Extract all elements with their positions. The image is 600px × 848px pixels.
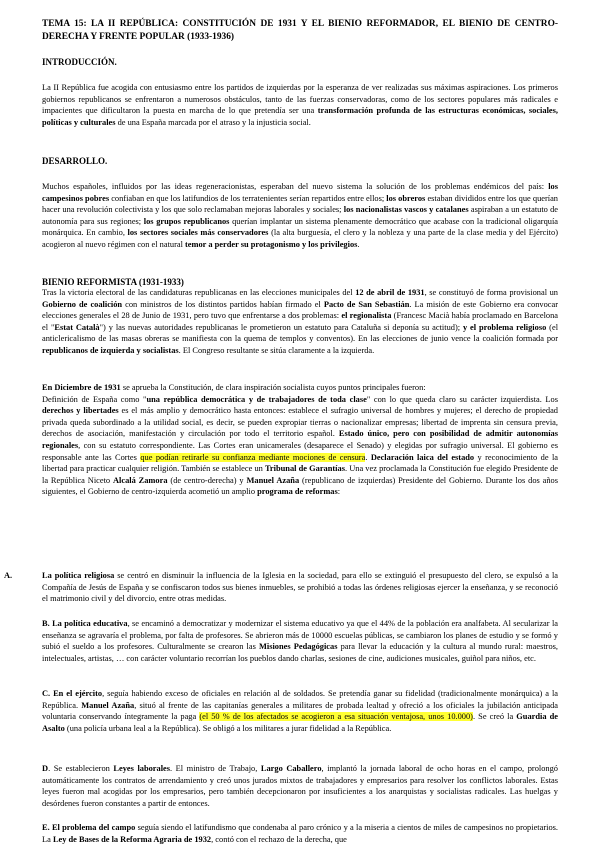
bold-text: D — [42, 764, 49, 773]
bold-text: los sectores sociales más conservadores — [127, 228, 269, 238]
bold-text: 12 de abril de 1931 — [355, 288, 425, 297]
bold-text: Manuel Azaña — [246, 475, 300, 485]
bold-text: Ley de Bases de la Reforma Agraria de 1932 — [52, 834, 212, 844]
constitucion-paragraph: En Diciembre de 1931 se aprueba la Constitución, de clara inspiración socialista cuyos puntos principales fueron: Definición de España como "una república democrática y de trabajadores de toda clase" con lo que queda claro su carácter izquierdista. Los derechos y libertades es el más amplio y democrático hasta entonces: establece el sufragio universal de hombres y mujeres; el derecho de propiedad privada queda subordinado a la utilidad social, es decir, se pueden expropiar tierras o nacionalizar empresas; libertad de imprenta sin censura previa, derechos de asociación, manifestación y circulación por todo el territorio español. Estado único, pero con posibilidad de admitir autonomías regionales, con su estatuto correspondiente. Las Cortes eran unicamerales (desaparece el Senado) y elegidas por sufragio universal. El gobierno es responsable ante las Cortes que podían retirarle su confianza mediante mociones de censura. Declaración laica del estado y reconocimiento de la libertad para practicar cualquier religión. También se establece un Tribunal de Garantías. Una vez proclamada la Constitución fue elegido Presidente de la República Niceto Alcalá Zamora (de centro-derecha) y Manuel Azaña (republicano de izquierdas) Presidente del Gobierno. Durante los dos años siguientes, el Gobierno de centro-izquierda acometió un amplio programa de reformas: — [42, 383, 559, 497]
highlighted-text: que podían retirarle su confianza mediante mociones de censura — [140, 452, 366, 462]
bold-text: programa de reformas — [257, 487, 338, 497]
highlighted-text: (el 50 % de los afectados se acogieron a esa situación ventajosa, unos 10.000) — [199, 712, 473, 722]
bold-text: La política educativa — [52, 619, 128, 628]
bold-text: Alcalá Zamora — [112, 475, 168, 485]
bold-text: derechos y libertades — [42, 406, 119, 416]
bold-text: Guardia de Asalto — [42, 712, 558, 733]
bold-text: C. En el ejército — [42, 689, 103, 698]
bold-text: Tribunal de Garantías — [264, 464, 345, 474]
bold-text: Misiones Pedagógicas — [258, 642, 338, 652]
document-title: TEMA 15: LA II REPÚBLICA: CONSTITUCIÓN DE 1931 Y EL BIENIO REFORMADOR, EL BIENIO DE CENTRO-DERECHA Y FRENTE POPULAR (1933-1936) — [42, 19, 558, 42]
bold-text: y el problema religioso — [462, 322, 547, 332]
bold-text: Pacto de San Sebastián — [323, 299, 410, 309]
item-a-paragraph: La política religiosa se centró en disminuir la influencia de la Iglesia en la sociedad, para ello se extinguió el presupuesto del clero, se expulsó a la Compañía de Jesús de España y se confiscaron todos sus bienes inmuebles, se prohibió a todas las órdenes religiosas ejercer la enseñanza, y se reconoció el matrimonio civil y del divorcio, entre otras medidas. — [42, 571, 558, 604]
bold-text: La política religiosa — [42, 571, 115, 580]
intro-heading: INTRODUCCIÓN. — [42, 57, 117, 67]
bold-text: los campesinos pobres — [42, 182, 558, 203]
item-b-paragraph: B. La política educativa, se encaminó a democratizar y modernizar el sistema educativo ya que el 44% de la población era analfabeta. Al secularizar la enseñanza se agravaría el problema, por falta de profesores. Se abrieron más de 10000 escuelas públicas, se cambiaron los planes de estudio y se formó y subió el sueldo a los profesores. Culturalmente se crearon las Misiones Pedagógicas para llevar la educación y la cultura al mundo rural: maestros, intelectuales, artistas, … con carácter voluntario recorrían los pueblos dando charlas, sesiones de cine, audiciones musicales, guiñol para niños, etc. — [42, 619, 559, 663]
bold-text: Largo Caballero — [260, 764, 322, 773]
bold-text: E. El problema del campo — [42, 823, 136, 832]
bold-text: Estat Català — [54, 322, 100, 332]
bold-text: En Diciembre de 1931 — [42, 383, 121, 392]
bold-text: Estado único, pero con posibilidad de admitir autonomías regionales — [42, 429, 558, 450]
item-d-paragraph: D. Se establecieron Leyes laborales. El ministro de Trabajo, Largo Caballero, implantó la jornada laboral de ocho horas en el campo, prolongó automáticamente los contratos de arrendamiento y creó unos jurados mixtos de trabajadores y empresarios para resolver los conflictos laborales. Estas leyes fueron mal acogidas por los empresarios, pero también decepcionaron por insuficientes a los anarquistas y socialistas radicales. Las huelgas y desórdenes fueron constantes a partir de entonces. — [42, 764, 558, 808]
bold-text: los grupos republicanos — [143, 216, 230, 226]
bold-text: Declaración laica del estado — [370, 452, 475, 462]
item-a-marker: A. — [4, 571, 13, 580]
item-e-paragraph: E. El problema del campo seguía siendo el latifundismo que condenaba al paro crónico y a la miseria a cientos de miles de campesinos no propietarios. La Ley de Bases de la Reforma Agraria de 1932, contó con el rechazo de la derecha, que — [42, 823, 558, 844]
bold-text: transformación profunda de las estructuras económicas, sociales, políticas y culturales — [42, 106, 558, 127]
bold-text: republicanos de izquierda y socialistas — [42, 345, 179, 355]
bienio-paragraph: Tras la victoria electoral de las candidaturas republicanas en las elecciones municipales del 12 de abril de 1931, se constituyó de forma provisional un Gobierno de coalición con ministros de los distintos partidos habían firmado el Pacto de San Sebastián. La misión de este Gobierno era convocar elecciones generales el 28 de Junio de 1931, pero tuvo que enfrentarse a dos problemas: el regionalista (Francesc Macià había proclamado en Barcelona el "Estat Català") y las nuevas autoridades republicanas le prometieron un estatuto para Cataluña si deponía su actitud); y el problema religioso (el anticlericalismo de las masas obreras se manifiesta con la quema de templos y conventos). En las elecciones de junio vence la coalición formada por republicanos de izquierda y socialistas. El Congreso resultante se sitúa claramente a la izquierda. — [42, 288, 559, 355]
bold-text: B. — [42, 619, 53, 628]
intro-paragraph: La II República fue acogida con entusiasmo entre los partidos de izquierdas por la esperanza de ver realizadas sus máximas aspiraciones. Los primeros gobiernos republicanos se enfrentaron a numerosos obstáculos, tanto de las fuerzas conservadoras, como de los sectores populares más radicales e impacientes que dificultaron la puesta en marcha de lo que pretendía ser una transformación profunda de las estructuras económicas, sociales, políticas y culturales de una España marcada por el atraso y la injusticia social. — [42, 83, 558, 127]
bold-text: temor a perder su protagonismo y los privilegios — [185, 239, 358, 249]
item-c-paragraph: C. En el ejército, seguía habiendo exceso de oficiales en relación al de soldados. Se pretendía ganar su fidelidad (tradicionalmente monárquica) a la República. Manuel Azaña, situó al frente de las capitanías generales a militares de probada lealtad y ofreció a los oficiales la jubilación anticipada voluntaria conservando íntegramente la paga (el 50 % de los afectados se acogieron a esa situación ventajosa, unos 10.000). Se creó la Guardia de Asalto (una policía urbana leal a la República). Se obligó a los militares a jurar fidelidad a la República. — [42, 689, 558, 733]
bold-text: Gobierno de coalición — [42, 299, 123, 309]
bold-text: Leyes laborales — [113, 764, 171, 773]
bold-text: Manuel Azaña — [81, 700, 135, 710]
bold-text: los obreros — [386, 193, 426, 203]
bold-text: el regionalista — [341, 311, 392, 321]
desarrollo-paragraph: Muchos españoles, influidos por las ideas regeneracionistas, esperaban del nuevo sistema la solución de los problemas endémicos del país: los campesinos pobres confiaban en que los latifundios de los terratenientes serían repartidos entre ellos; los obreros estaban divididos entre los que querían hacer una revolución colectivista y los que solo reclamaban mejoras laborales y sociales; los nacionalistas vascos y catalanes aspiraban a un estatuto de autonomía para sus regiones; los grupos republicanos querían implantar un sistema plenamente democrático que acabase con la tradicional oligarquía monárquica. En cambio, los sectores sociales más conservadores (la alta burguesía, el clero y la nobleza y una parte de la clase media y del Ejército) acogieron al nuevo régimen con el natural temor a perder su protagonismo y los privilegios. — [42, 182, 558, 249]
bold-text: una república democrática y de trabajadores de toda clase — [146, 394, 367, 404]
desarrollo-heading: DESARROLLO. — [42, 156, 108, 166]
bold-text: los nacionalistas vascos y catalanes — [343, 205, 469, 215]
bienio-heading: BIENIO REFORMISTA (1931-1933) — [42, 277, 184, 287]
